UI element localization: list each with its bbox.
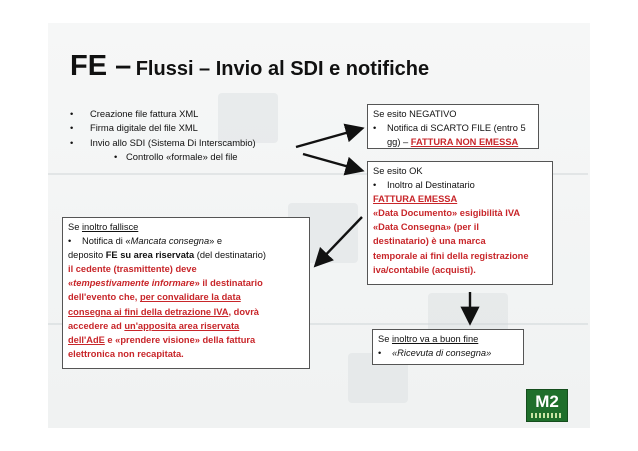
list-item: • Firma digitale del file XML [70, 122, 198, 134]
title-sub: Flussi – Invio al SDI e notifiche [135, 58, 430, 80]
ok-outcome-box: Se esito OK • Inoltro al Destinatario FATTURA EMESSA «Data Documento» esigibilità IVA «Data Consegna» (per il destinatario) è una marca temporale ai fini della registrazione iva/contabile (acquisti). [367, 161, 553, 285]
negative-outcome-box: Se esito NEGATIVO • Notifica di SCARTO FILE (entro 5 gg) – FATTURA NON EMESSA [367, 104, 539, 149]
delivery-failed-box: Se inoltro fallisce • Notifica di «Mancata consegna» e deposito FE su area riservata (del destinatario) il cedente (trasmittente) deve «tempestivamente informare» il destinatario dell'evento che, per convalidare la data consegna ai fini della detrazione IVA, dovrà accedere ad un'apposita area riservata dell'AdE e «prendere visione» della fattura elettronica non recapitata. [62, 217, 310, 369]
list-sub-item: • Controllo «formale» del file [114, 150, 238, 162]
company-logo: M2 [526, 389, 568, 422]
arrow-to-negative [296, 129, 360, 147]
delivery-success-box: Se inoltro va a buon fine • «Ricevuta di consegna» [372, 329, 524, 365]
slide [48, 23, 590, 428]
flow-arrows [48, 23, 590, 428]
list-item: • Invio allo SDI (Sistema Di Interscambio) [70, 136, 256, 148]
arrow-to-failed [317, 217, 362, 264]
title-main: FE – [70, 50, 132, 82]
arrow-to-ok [303, 154, 360, 170]
list-item: • Creazione file fattura XML [70, 108, 199, 119]
